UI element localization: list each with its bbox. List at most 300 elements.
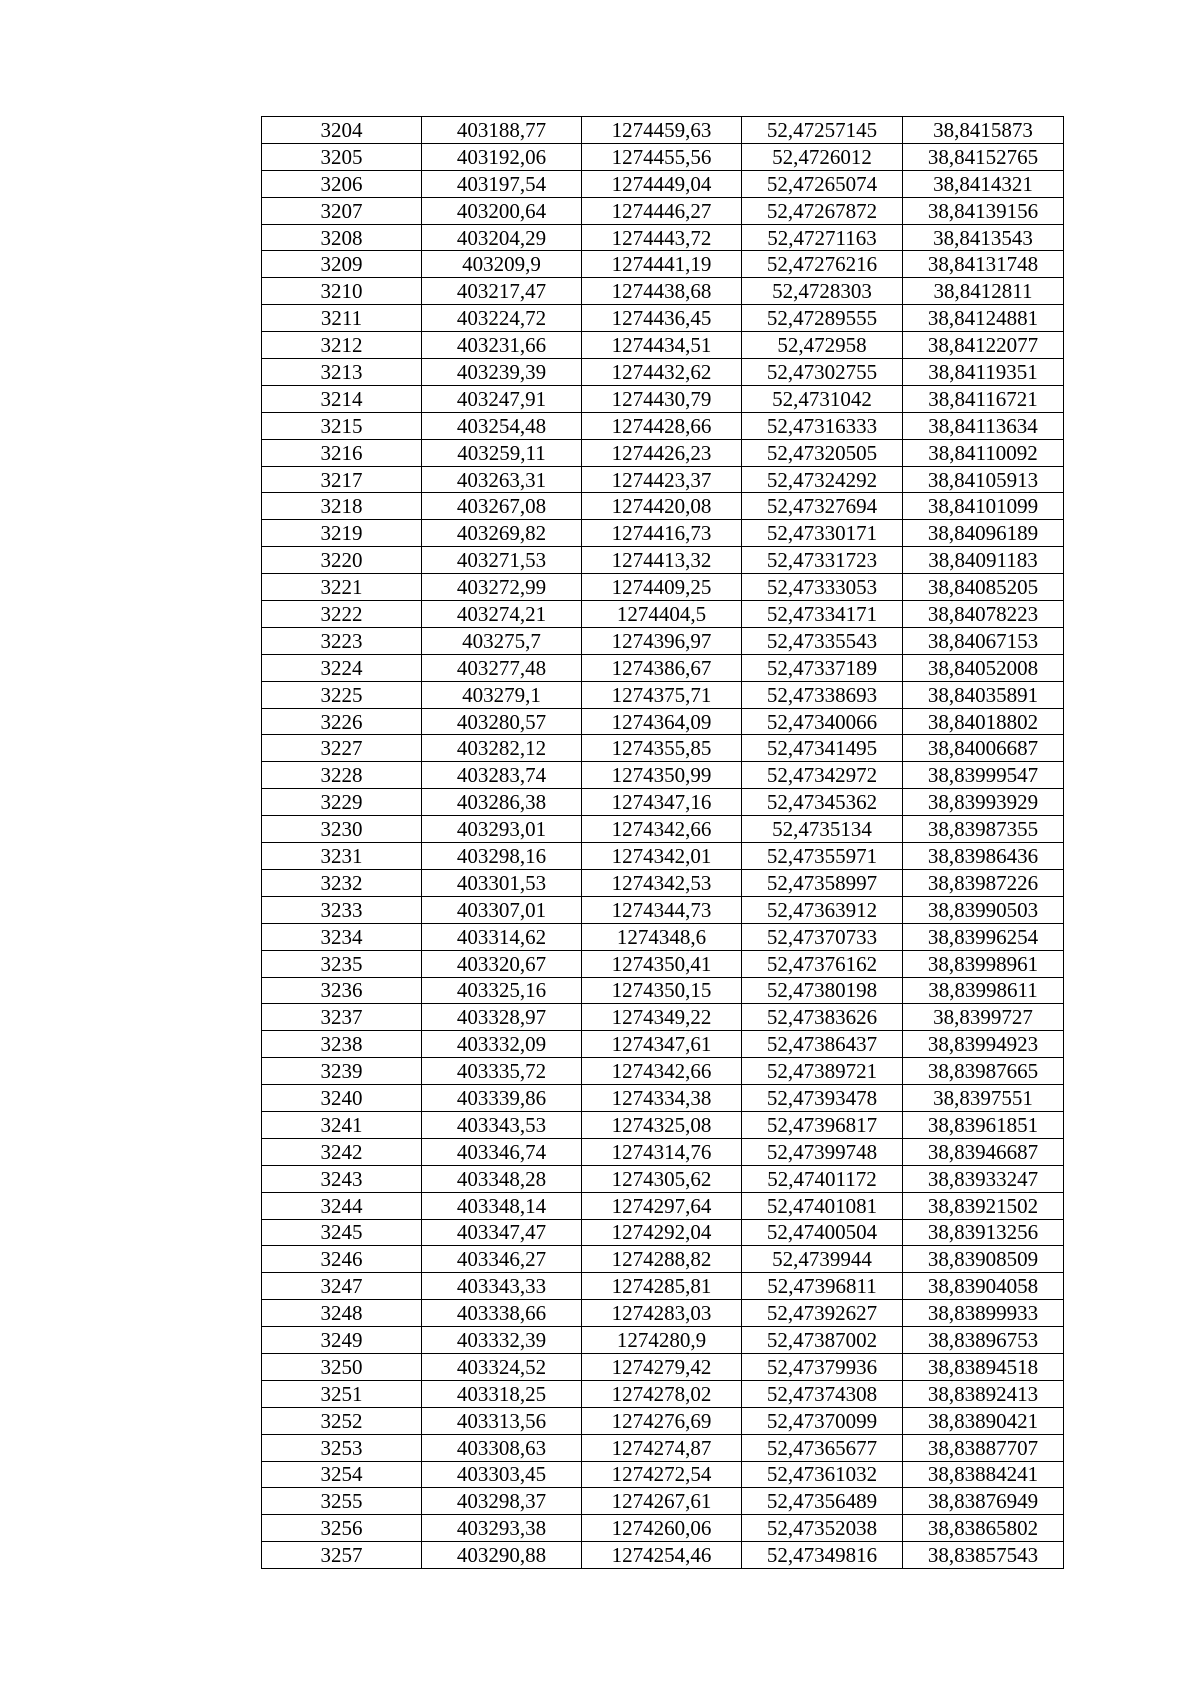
point-number-cell: 3224 <box>262 654 422 681</box>
latitude-cell: 52,47401172 <box>742 1165 903 1192</box>
x-coordinate-cell: 403346,74 <box>422 1138 582 1165</box>
point-number-cell: 3231 <box>262 843 422 870</box>
longitude-cell: 38,84096189 <box>903 520 1064 547</box>
table-row <box>262 627 1064 654</box>
longitude-cell: 38,84105913 <box>903 466 1064 493</box>
longitude-cell: 38,84139156 <box>903 197 1064 224</box>
longitude-cell: 38,84078223 <box>903 601 1064 628</box>
table-row <box>262 224 1064 251</box>
table-row <box>262 520 1064 547</box>
latitude-cell: 52,47349816 <box>742 1542 903 1569</box>
latitude-cell: 52,4735134 <box>742 816 903 843</box>
y-coordinate-cell: 1274441,19 <box>582 251 742 278</box>
longitude-cell: 38,8412811 <box>903 278 1064 305</box>
latitude-cell: 52,47265074 <box>742 170 903 197</box>
coordinates-table <box>261 116 1064 1569</box>
point-number-cell: 3249 <box>262 1327 422 1354</box>
latitude-cell: 52,4726012 <box>742 143 903 170</box>
latitude-cell: 52,47341495 <box>742 735 903 762</box>
latitude-cell: 52,47337189 <box>742 654 903 681</box>
point-number-cell: 3212 <box>262 332 422 359</box>
point-number-cell: 3229 <box>262 789 422 816</box>
y-coordinate-cell: 1274325,08 <box>582 1111 742 1138</box>
latitude-cell: 52,47387002 <box>742 1327 903 1354</box>
x-coordinate-cell: 403239,39 <box>422 359 582 386</box>
latitude-cell: 52,47276216 <box>742 251 903 278</box>
point-number-cell: 3218 <box>262 493 422 520</box>
table-row <box>262 1219 1064 1246</box>
x-coordinate-cell: 403325,16 <box>422 977 582 1004</box>
table-row <box>262 1138 1064 1165</box>
x-coordinate-cell: 403343,33 <box>422 1273 582 1300</box>
latitude-cell: 52,47374308 <box>742 1380 903 1407</box>
point-number-cell: 3209 <box>262 251 422 278</box>
x-coordinate-cell: 403298,37 <box>422 1488 582 1515</box>
longitude-cell: 38,83899933 <box>903 1300 1064 1327</box>
latitude-cell: 52,47399748 <box>742 1138 903 1165</box>
latitude-cell: 52,47335543 <box>742 627 903 654</box>
x-coordinate-cell: 403282,12 <box>422 735 582 762</box>
point-number-cell: 3219 <box>262 520 422 547</box>
latitude-cell: 52,47352038 <box>742 1515 903 1542</box>
latitude-cell: 52,47334171 <box>742 601 903 628</box>
latitude-cell: 52,47379936 <box>742 1353 903 1380</box>
point-number-cell: 3243 <box>262 1165 422 1192</box>
table-row <box>262 708 1064 735</box>
x-coordinate-cell: 403200,64 <box>422 197 582 224</box>
table-row <box>262 1058 1064 1085</box>
point-number-cell: 3232 <box>262 869 422 896</box>
point-number-cell: 3226 <box>262 708 422 735</box>
latitude-cell: 52,47330171 <box>742 520 903 547</box>
table-row <box>262 117 1064 144</box>
point-number-cell: 3236 <box>262 977 422 1004</box>
longitude-cell: 38,84122077 <box>903 332 1064 359</box>
point-number-cell: 3216 <box>262 439 422 466</box>
table-row <box>262 735 1064 762</box>
x-coordinate-cell: 403280,57 <box>422 708 582 735</box>
x-coordinate-cell: 403204,29 <box>422 224 582 251</box>
y-coordinate-cell: 1274386,67 <box>582 654 742 681</box>
latitude-cell: 52,47363912 <box>742 896 903 923</box>
longitude-cell: 38,84131748 <box>903 251 1064 278</box>
latitude-cell: 52,4728303 <box>742 278 903 305</box>
y-coordinate-cell: 1274350,99 <box>582 762 742 789</box>
x-coordinate-cell: 403290,88 <box>422 1542 582 1569</box>
table-row <box>262 1192 1064 1219</box>
table-row <box>262 1004 1064 1031</box>
latitude-cell: 52,47365677 <box>742 1434 903 1461</box>
x-coordinate-cell: 403259,11 <box>422 439 582 466</box>
point-number-cell: 3250 <box>262 1353 422 1380</box>
y-coordinate-cell: 1274288,82 <box>582 1246 742 1273</box>
latitude-cell: 52,47370733 <box>742 923 903 950</box>
point-number-cell: 3257 <box>262 1542 422 1569</box>
table-row <box>262 1246 1064 1273</box>
latitude-cell: 52,47355971 <box>742 843 903 870</box>
longitude-cell: 38,83876949 <box>903 1488 1064 1515</box>
table-row <box>262 1300 1064 1327</box>
longitude-cell: 38,83896753 <box>903 1327 1064 1354</box>
table-row <box>262 1407 1064 1434</box>
point-number-cell: 3253 <box>262 1434 422 1461</box>
longitude-cell: 38,8399727 <box>903 1004 1064 1031</box>
x-coordinate-cell: 403346,27 <box>422 1246 582 1273</box>
x-coordinate-cell: 403275,7 <box>422 627 582 654</box>
point-number-cell: 3239 <box>262 1058 422 1085</box>
point-number-cell: 3237 <box>262 1004 422 1031</box>
point-number-cell: 3235 <box>262 950 422 977</box>
longitude-cell: 38,83998611 <box>903 977 1064 1004</box>
x-coordinate-cell: 403314,62 <box>422 923 582 950</box>
latitude-cell: 52,47257145 <box>742 117 903 144</box>
longitude-cell: 38,83993929 <box>903 789 1064 816</box>
y-coordinate-cell: 1274449,04 <box>582 170 742 197</box>
table-row <box>262 574 1064 601</box>
point-number-cell: 3246 <box>262 1246 422 1273</box>
point-number-cell: 3248 <box>262 1300 422 1327</box>
table-row <box>262 1434 1064 1461</box>
y-coordinate-cell: 1274305,62 <box>582 1165 742 1192</box>
table-row <box>262 869 1064 896</box>
longitude-cell: 38,84119351 <box>903 359 1064 386</box>
latitude-cell: 52,47393478 <box>742 1085 903 1112</box>
longitude-cell: 38,84035891 <box>903 681 1064 708</box>
latitude-cell: 52,47389721 <box>742 1058 903 1085</box>
x-coordinate-cell: 403263,31 <box>422 466 582 493</box>
longitude-cell: 38,84006687 <box>903 735 1064 762</box>
y-coordinate-cell: 1274423,37 <box>582 466 742 493</box>
table-row <box>262 305 1064 332</box>
table-row <box>262 412 1064 439</box>
y-coordinate-cell: 1274272,54 <box>582 1461 742 1488</box>
point-number-cell: 3227 <box>262 735 422 762</box>
coordinates-table-body <box>262 117 1064 1569</box>
latitude-cell: 52,47396817 <box>742 1111 903 1138</box>
point-number-cell: 3242 <box>262 1138 422 1165</box>
longitude-cell: 38,83987226 <box>903 869 1064 896</box>
point-number-cell: 3207 <box>262 197 422 224</box>
longitude-cell: 38,83933247 <box>903 1165 1064 1192</box>
longitude-cell: 38,8413543 <box>903 224 1064 251</box>
longitude-cell: 38,84116721 <box>903 385 1064 412</box>
y-coordinate-cell: 1274254,46 <box>582 1542 742 1569</box>
y-coordinate-cell: 1274432,62 <box>582 359 742 386</box>
longitude-cell: 38,83998961 <box>903 950 1064 977</box>
y-coordinate-cell: 1274396,97 <box>582 627 742 654</box>
x-coordinate-cell: 403274,21 <box>422 601 582 628</box>
longitude-cell: 38,84152765 <box>903 143 1064 170</box>
x-coordinate-cell: 403272,99 <box>422 574 582 601</box>
point-number-cell: 3247 <box>262 1273 422 1300</box>
longitude-cell: 38,83986436 <box>903 843 1064 870</box>
latitude-cell: 52,472958 <box>742 332 903 359</box>
y-coordinate-cell: 1274347,16 <box>582 789 742 816</box>
y-coordinate-cell: 1274443,72 <box>582 224 742 251</box>
point-number-cell: 3230 <box>262 816 422 843</box>
x-coordinate-cell: 403332,39 <box>422 1327 582 1354</box>
y-coordinate-cell: 1274260,06 <box>582 1515 742 1542</box>
point-number-cell: 3217 <box>262 466 422 493</box>
x-coordinate-cell: 403271,53 <box>422 547 582 574</box>
longitude-cell: 38,83913256 <box>903 1219 1064 1246</box>
x-coordinate-cell: 403197,54 <box>422 170 582 197</box>
point-number-cell: 3254 <box>262 1461 422 1488</box>
point-number-cell: 3244 <box>262 1192 422 1219</box>
y-coordinate-cell: 1274283,03 <box>582 1300 742 1327</box>
table-row <box>262 1488 1064 1515</box>
longitude-cell: 38,83904058 <box>903 1273 1064 1300</box>
y-coordinate-cell: 1274404,5 <box>582 601 742 628</box>
point-number-cell: 3228 <box>262 762 422 789</box>
longitude-cell: 38,83996254 <box>903 923 1064 950</box>
latitude-cell: 52,47320505 <box>742 439 903 466</box>
point-number-cell: 3256 <box>262 1515 422 1542</box>
table-row <box>262 385 1064 412</box>
point-number-cell: 3221 <box>262 574 422 601</box>
latitude-cell: 52,47386437 <box>742 1031 903 1058</box>
x-coordinate-cell: 403338,66 <box>422 1300 582 1327</box>
y-coordinate-cell: 1274267,61 <box>582 1488 742 1515</box>
latitude-cell: 52,47302755 <box>742 359 903 386</box>
point-number-cell: 3240 <box>262 1085 422 1112</box>
longitude-cell: 38,83884241 <box>903 1461 1064 1488</box>
table-row <box>262 1085 1064 1112</box>
latitude-cell: 52,47396811 <box>742 1273 903 1300</box>
y-coordinate-cell: 1274297,64 <box>582 1192 742 1219</box>
latitude-cell: 52,47338693 <box>742 681 903 708</box>
point-number-cell: 3214 <box>262 385 422 412</box>
longitude-cell: 38,83994923 <box>903 1031 1064 1058</box>
latitude-cell: 52,47401081 <box>742 1192 903 1219</box>
latitude-cell: 52,47331723 <box>742 547 903 574</box>
longitude-cell: 38,83857543 <box>903 1542 1064 1569</box>
y-coordinate-cell: 1274344,73 <box>582 896 742 923</box>
table-row <box>262 843 1064 870</box>
y-coordinate-cell: 1274375,71 <box>582 681 742 708</box>
longitude-cell: 38,84113634 <box>903 412 1064 439</box>
latitude-cell: 52,47361032 <box>742 1461 903 1488</box>
x-coordinate-cell: 403279,1 <box>422 681 582 708</box>
x-coordinate-cell: 403348,28 <box>422 1165 582 1192</box>
x-coordinate-cell: 403293,38 <box>422 1515 582 1542</box>
longitude-cell: 38,83894518 <box>903 1353 1064 1380</box>
latitude-cell: 52,47345362 <box>742 789 903 816</box>
y-coordinate-cell: 1274413,32 <box>582 547 742 574</box>
x-coordinate-cell: 403293,01 <box>422 816 582 843</box>
table-row <box>262 332 1064 359</box>
table-row <box>262 493 1064 520</box>
longitude-cell: 38,83921502 <box>903 1192 1064 1219</box>
point-number-cell: 3251 <box>262 1380 422 1407</box>
table-row <box>262 170 1064 197</box>
x-coordinate-cell: 403231,66 <box>422 332 582 359</box>
latitude-cell: 52,47400504 <box>742 1219 903 1246</box>
longitude-cell: 38,84091183 <box>903 547 1064 574</box>
y-coordinate-cell: 1274430,79 <box>582 385 742 412</box>
table-row <box>262 789 1064 816</box>
latitude-cell: 52,47340066 <box>742 708 903 735</box>
point-number-cell: 3211 <box>262 305 422 332</box>
latitude-cell: 52,47327694 <box>742 493 903 520</box>
x-coordinate-cell: 403283,74 <box>422 762 582 789</box>
x-coordinate-cell: 403224,72 <box>422 305 582 332</box>
point-number-cell: 3220 <box>262 547 422 574</box>
table-row <box>262 1380 1064 1407</box>
x-coordinate-cell: 403192,06 <box>422 143 582 170</box>
table-row <box>262 654 1064 681</box>
point-number-cell: 3234 <box>262 923 422 950</box>
table-row <box>262 466 1064 493</box>
y-coordinate-cell: 1274426,23 <box>582 439 742 466</box>
point-number-cell: 3215 <box>262 412 422 439</box>
longitude-cell: 38,84052008 <box>903 654 1064 681</box>
longitude-cell: 38,83987665 <box>903 1058 1064 1085</box>
x-coordinate-cell: 403335,72 <box>422 1058 582 1085</box>
x-coordinate-cell: 403347,47 <box>422 1219 582 1246</box>
latitude-cell: 52,47356489 <box>742 1488 903 1515</box>
latitude-cell: 52,47370099 <box>742 1407 903 1434</box>
x-coordinate-cell: 403267,08 <box>422 493 582 520</box>
longitude-cell: 38,83887707 <box>903 1434 1064 1461</box>
longitude-cell: 38,83961851 <box>903 1111 1064 1138</box>
x-coordinate-cell: 403328,97 <box>422 1004 582 1031</box>
point-number-cell: 3238 <box>262 1031 422 1058</box>
y-coordinate-cell: 1274428,66 <box>582 412 742 439</box>
x-coordinate-cell: 403209,9 <box>422 251 582 278</box>
point-number-cell: 3241 <box>262 1111 422 1138</box>
latitude-cell: 52,4739944 <box>742 1246 903 1273</box>
table-row <box>262 143 1064 170</box>
y-coordinate-cell: 1274455,56 <box>582 143 742 170</box>
longitude-cell: 38,84124881 <box>903 305 1064 332</box>
latitude-cell: 52,47271163 <box>742 224 903 251</box>
point-number-cell: 3255 <box>262 1488 422 1515</box>
y-coordinate-cell: 1274350,41 <box>582 950 742 977</box>
latitude-cell: 52,47267872 <box>742 197 903 224</box>
longitude-cell: 38,8415873 <box>903 117 1064 144</box>
x-coordinate-cell: 403348,14 <box>422 1192 582 1219</box>
longitude-cell: 38,83999547 <box>903 762 1064 789</box>
longitude-cell: 38,83987355 <box>903 816 1064 843</box>
table-row <box>262 1327 1064 1354</box>
latitude-cell: 52,47289555 <box>742 305 903 332</box>
longitude-cell: 38,84018802 <box>903 708 1064 735</box>
table-row <box>262 251 1064 278</box>
table-row <box>262 1165 1064 1192</box>
y-coordinate-cell: 1274434,51 <box>582 332 742 359</box>
table-row <box>262 278 1064 305</box>
table-row <box>262 1353 1064 1380</box>
point-number-cell: 3223 <box>262 627 422 654</box>
table-row <box>262 681 1064 708</box>
y-coordinate-cell: 1274347,61 <box>582 1031 742 1058</box>
table-row <box>262 1111 1064 1138</box>
table-row <box>262 601 1064 628</box>
y-coordinate-cell: 1274276,69 <box>582 1407 742 1434</box>
point-number-cell: 3206 <box>262 170 422 197</box>
point-number-cell: 3245 <box>262 1219 422 1246</box>
y-coordinate-cell: 1274348,6 <box>582 923 742 950</box>
y-coordinate-cell: 1274285,81 <box>582 1273 742 1300</box>
x-coordinate-cell: 403277,48 <box>422 654 582 681</box>
longitude-cell: 38,83890421 <box>903 1407 1064 1434</box>
x-coordinate-cell: 403254,48 <box>422 412 582 439</box>
table-row <box>262 439 1064 466</box>
y-coordinate-cell: 1274342,53 <box>582 869 742 896</box>
point-number-cell: 3213 <box>262 359 422 386</box>
x-coordinate-cell: 403343,53 <box>422 1111 582 1138</box>
table-row <box>262 1515 1064 1542</box>
y-coordinate-cell: 1274446,27 <box>582 197 742 224</box>
table-row <box>262 923 1064 950</box>
y-coordinate-cell: 1274274,87 <box>582 1434 742 1461</box>
longitude-cell: 38,84067153 <box>903 627 1064 654</box>
y-coordinate-cell: 1274409,25 <box>582 574 742 601</box>
table-row <box>262 977 1064 1004</box>
longitude-cell: 38,83990503 <box>903 896 1064 923</box>
y-coordinate-cell: 1274342,66 <box>582 816 742 843</box>
point-number-cell: 3233 <box>262 896 422 923</box>
longitude-cell: 38,83946687 <box>903 1138 1064 1165</box>
latitude-cell: 52,4731042 <box>742 385 903 412</box>
y-coordinate-cell: 1274342,01 <box>582 843 742 870</box>
table-row <box>262 547 1064 574</box>
x-coordinate-cell: 403324,52 <box>422 1353 582 1380</box>
latitude-cell: 52,47376162 <box>742 950 903 977</box>
x-coordinate-cell: 403286,38 <box>422 789 582 816</box>
y-coordinate-cell: 1274342,66 <box>582 1058 742 1085</box>
y-coordinate-cell: 1274459,63 <box>582 117 742 144</box>
y-coordinate-cell: 1274350,15 <box>582 977 742 1004</box>
latitude-cell: 52,47383626 <box>742 1004 903 1031</box>
x-coordinate-cell: 403307,01 <box>422 896 582 923</box>
table-row <box>262 1542 1064 1569</box>
longitude-cell: 38,84085205 <box>903 574 1064 601</box>
x-coordinate-cell: 403301,53 <box>422 869 582 896</box>
latitude-cell: 52,47333053 <box>742 574 903 601</box>
y-coordinate-cell: 1274436,45 <box>582 305 742 332</box>
point-number-cell: 3210 <box>262 278 422 305</box>
longitude-cell: 38,8397551 <box>903 1085 1064 1112</box>
table-row <box>262 896 1064 923</box>
longitude-cell: 38,83892413 <box>903 1380 1064 1407</box>
latitude-cell: 52,47358997 <box>742 869 903 896</box>
latitude-cell: 52,47392627 <box>742 1300 903 1327</box>
x-coordinate-cell: 403339,86 <box>422 1085 582 1112</box>
point-number-cell: 3222 <box>262 601 422 628</box>
y-coordinate-cell: 1274438,68 <box>582 278 742 305</box>
y-coordinate-cell: 1274355,85 <box>582 735 742 762</box>
x-coordinate-cell: 403308,63 <box>422 1434 582 1461</box>
y-coordinate-cell: 1274416,73 <box>582 520 742 547</box>
table-row <box>262 1461 1064 1488</box>
longitude-cell: 38,83865802 <box>903 1515 1064 1542</box>
y-coordinate-cell: 1274349,22 <box>582 1004 742 1031</box>
x-coordinate-cell: 403303,45 <box>422 1461 582 1488</box>
x-coordinate-cell: 403247,91 <box>422 385 582 412</box>
latitude-cell: 52,47342972 <box>742 762 903 789</box>
x-coordinate-cell: 403269,82 <box>422 520 582 547</box>
longitude-cell: 38,83908509 <box>903 1246 1064 1273</box>
x-coordinate-cell: 403217,47 <box>422 278 582 305</box>
x-coordinate-cell: 403318,25 <box>422 1380 582 1407</box>
y-coordinate-cell: 1274278,02 <box>582 1380 742 1407</box>
y-coordinate-cell: 1274280,9 <box>582 1327 742 1354</box>
x-coordinate-cell: 403320,67 <box>422 950 582 977</box>
latitude-cell: 52,47324292 <box>742 466 903 493</box>
table-row <box>262 950 1064 977</box>
